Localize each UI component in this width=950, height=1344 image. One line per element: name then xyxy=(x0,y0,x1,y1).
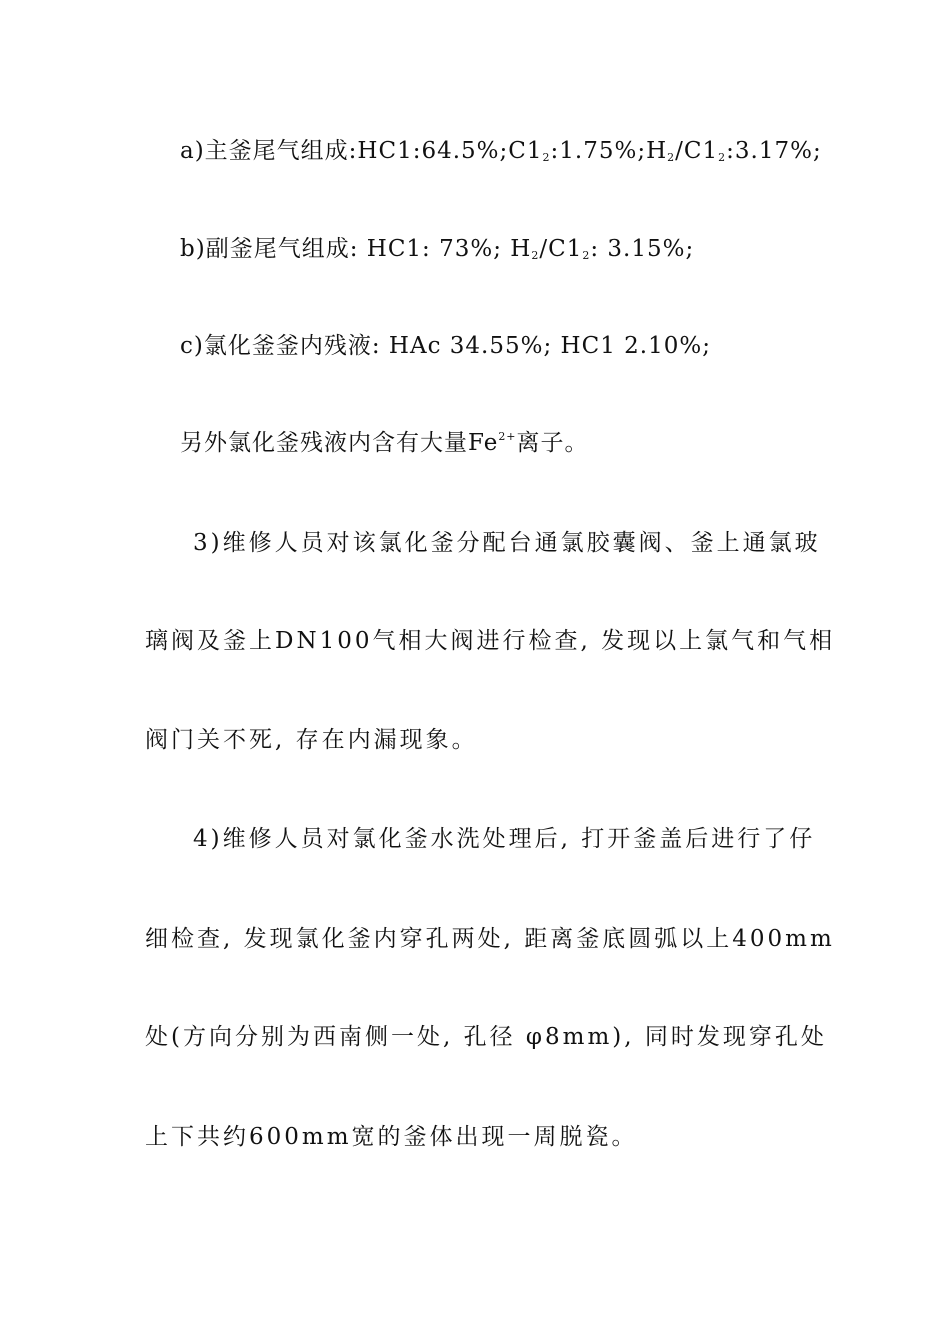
note-prefix: 另外氯化釜残液内含有大量Fe xyxy=(180,430,499,456)
item-b-sub1: 2 xyxy=(531,249,540,262)
item-a-sub1: 2 xyxy=(542,151,551,164)
item-b-prefix: b)副釜尾气组成: HC1: 73%; H xyxy=(180,236,532,262)
note-fe-ions xyxy=(180,428,589,458)
note-sup: 2+ xyxy=(498,430,517,443)
item-b-tail-gas-secondary xyxy=(180,234,694,264)
item-a-tail-gas-main xyxy=(180,136,822,166)
para4-line2: 细检查, 发现氯化釜内穿孔两处, 距离釜底圆弧以上400mm xyxy=(145,926,835,952)
item-a-sub3: 2 xyxy=(718,151,727,164)
para3-line1: 3)维修人员对该氯化釜分配台通氯胶囊阀、釜上通氯玻 xyxy=(193,530,821,556)
para4-line4: 上下共约600mm宽的釜体出现一周脱瓷。 xyxy=(145,1124,638,1150)
item-b-mid1: /C1 xyxy=(539,236,583,262)
item-a-sub2: 2 xyxy=(667,151,676,164)
item-c-residual-liquid: c)氯化釜釜内残液: HAc 34.55%; HC1 2.10%; xyxy=(180,333,711,359)
item-b-sub2: 2 xyxy=(582,249,591,262)
para3-line2: 璃阀及釜上DN100气相大阀进行检查, 发现以上氯气和气相 xyxy=(145,628,836,654)
item-a-mid2: /C1 xyxy=(675,138,719,164)
note-suffix: 离子。 xyxy=(516,430,589,456)
item-a-mid1: :1.75%;H xyxy=(550,138,668,164)
para4-line3: 处(方向分别为西南侧一处, 孔径 φ8mm), 同时发现穿孔处 xyxy=(145,1024,827,1050)
para4-line1: 4)维修人员对氯化釜水洗处理后, 打开釜盖后进行了仔 xyxy=(193,826,816,852)
item-a-prefix: a)主釜尾气组成:HC1:64.5%;C1 xyxy=(180,138,543,164)
para3-line3: 阀门关不死, 存在内漏现象。 xyxy=(145,727,478,753)
item-b-suffix: : 3.15%; xyxy=(590,236,695,262)
item-a-suffix: :3.17%; xyxy=(726,138,822,164)
